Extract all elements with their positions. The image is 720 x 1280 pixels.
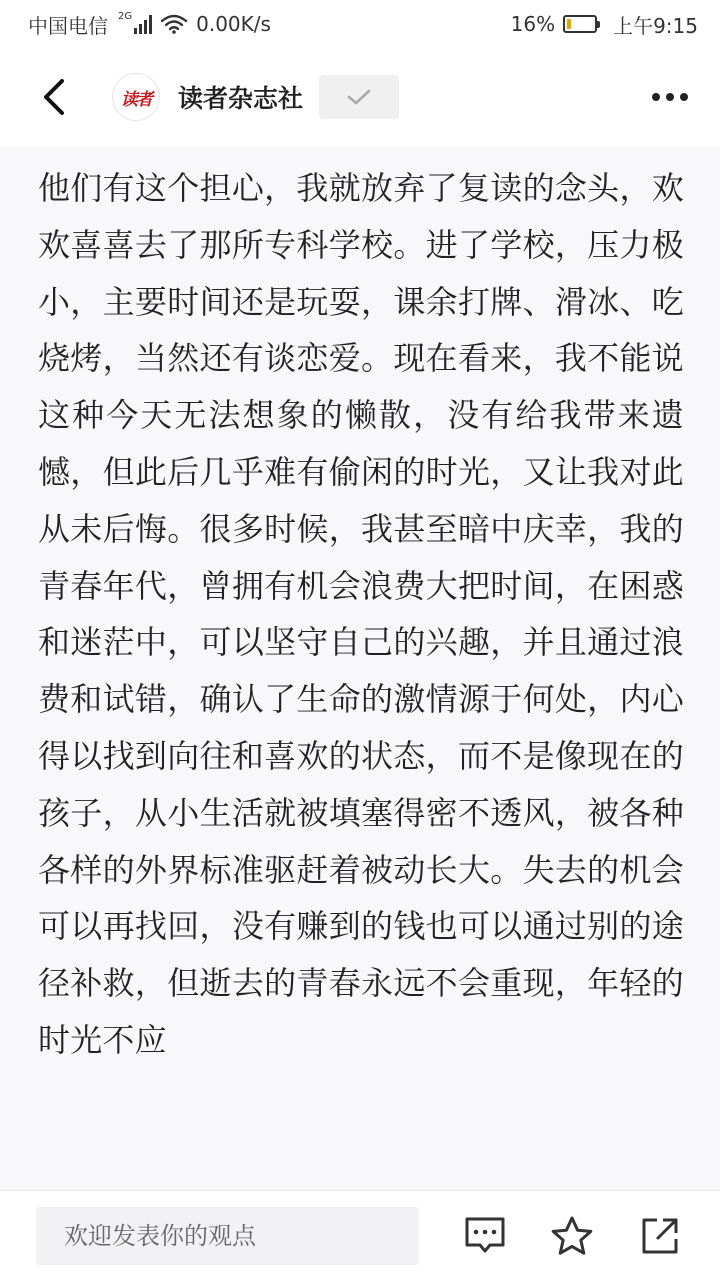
- star-icon: [550, 1215, 594, 1257]
- battery-fill: [567, 19, 571, 29]
- channel-avatar[interactable]: [112, 73, 160, 121]
- status-right: [511, 10, 698, 39]
- battery-percent: 16%: [510, 12, 556, 36]
- follow-button[interactable]: [319, 75, 399, 119]
- signal-icon: [134, 14, 152, 34]
- check-icon: [346, 87, 372, 107]
- wifi-icon: [160, 14, 188, 34]
- network-type-label: 2G: [118, 10, 133, 22]
- avatar-logo-text: 读者: [121, 89, 151, 110]
- favorite-button[interactable]: [548, 1212, 596, 1260]
- status-bar: [0, 0, 720, 48]
- battery-icon: [563, 15, 597, 33]
- more-button[interactable]: [640, 73, 700, 121]
- bottom-action-bar: [0, 1190, 720, 1280]
- comment-input[interactable]: [36, 1207, 419, 1265]
- chevron-left-icon: [41, 78, 67, 116]
- carrier-label: 中国电信: [28, 13, 108, 38]
- clock: 上午9:15: [613, 13, 698, 38]
- network-speed: 0.00K/s: [196, 12, 271, 36]
- share-button[interactable]: [636, 1212, 684, 1260]
- comment-icon: [463, 1215, 507, 1257]
- channel-name[interactable]: 读者杂志社: [178, 84, 304, 113]
- share-icon: [639, 1215, 681, 1257]
- comments-button[interactable]: [461, 1212, 509, 1260]
- article-content: [0, 146, 720, 1190]
- more-dots-icon: [666, 93, 674, 101]
- article-body-text: 他们有这个担心，我就放弃了复读的念头，欢欢喜喜去了那所专科学校。进了学校，压力极小，主要时间还是玩耍，课余打牌、滑冰、吃烧烤，当然还有谈恋爱。现在看来，我不能说这种今天无法想象的懒散，没有给我带来遗憾，但此后几乎难有偷闲的时光，又让我对此从未后悔。很多时候，我甚至暗中庆幸，我的青春年代，曾拥有机会浪费大把时间，在困惑和迷茫中，可以坚守自己的兴趣，并且通过浪费和试错，确认了生命的激情源于何处，内心得以找到向往和喜欢的状态，而不是像现在的孩子，从小生活就被填塞得密不透风，被各种各样的外界标准驱赶着被动长大。失去的机会可以再找回，没有赚到的钱也可以通过别的途径补救，但逝去的青春永远不会重现，年轻的时光不应: [38, 169, 684, 1059]
- back-button[interactable]: [30, 73, 78, 121]
- nav-bar: [0, 48, 720, 146]
- network-type: [116, 10, 152, 34]
- more-dots-icon: [652, 93, 660, 101]
- status-left: [28, 10, 271, 39]
- more-dots-icon: [680, 93, 688, 101]
